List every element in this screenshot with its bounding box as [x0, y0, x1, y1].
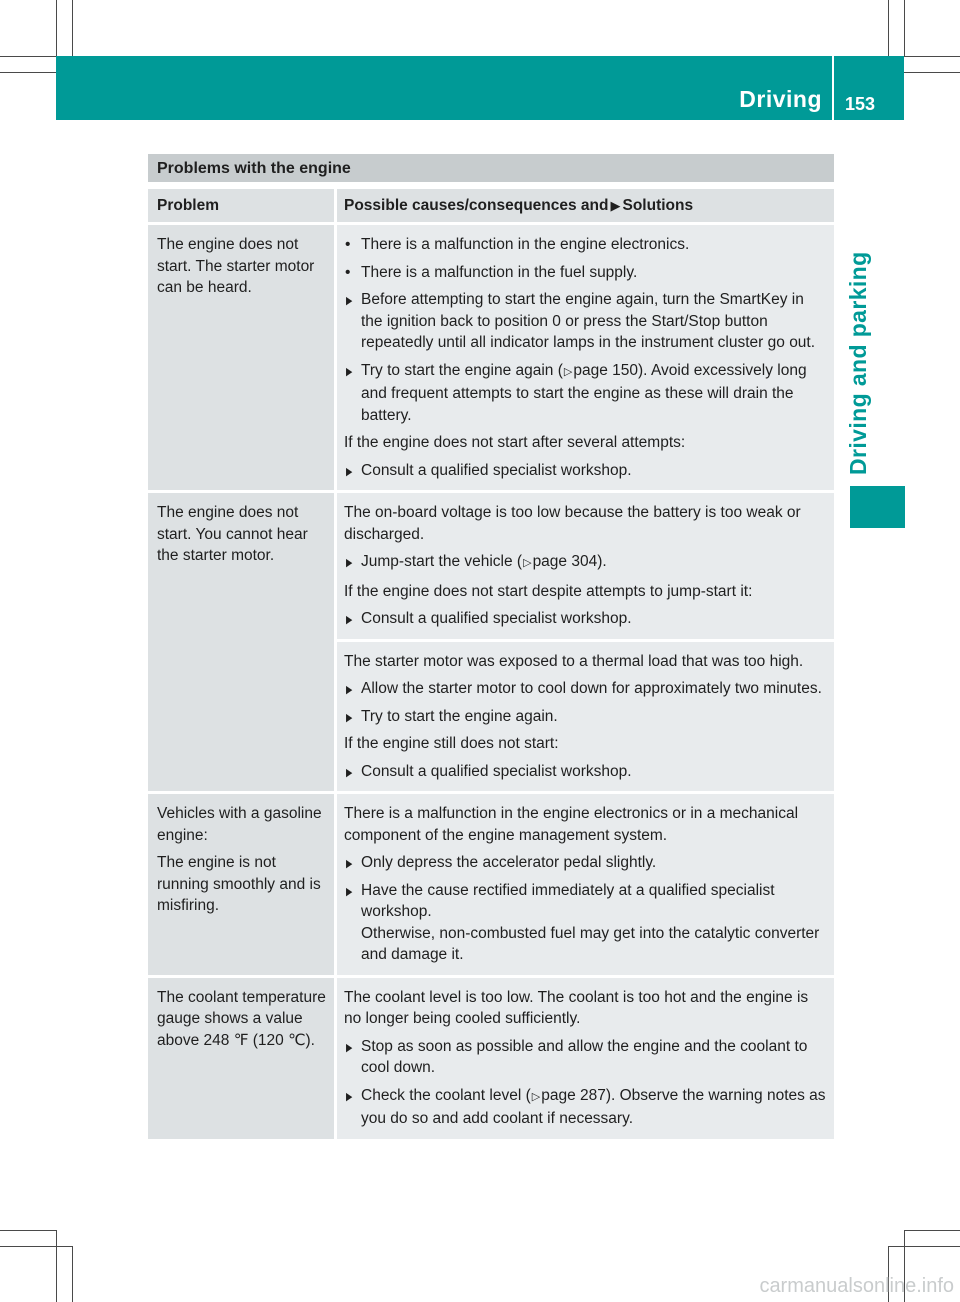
- cause-text: The coolant level is too low. The coolant is too hot and the engine is no longer being cooled sufficiently.: [344, 988, 809, 1027]
- crop-mark: [904, 0, 905, 56]
- page-number: 153: [845, 94, 876, 114]
- step-arrow-icon: ▶: [346, 465, 353, 478]
- step-text: Jump-start the vehicle (: [361, 553, 523, 570]
- step-arrow-icon: ▶: [346, 557, 353, 569]
- step-text: Have the cause rectified immediately at a qualified specialist workshop.: [361, 881, 775, 920]
- solution-block: [337, 493, 834, 639]
- page-reference-link[interactable]: page 287). Observe the warning notes as you do so and add coolant if necessary.: [361, 1086, 826, 1127]
- step-arrow-icon: ▶: [346, 614, 353, 626]
- solution-step: [344, 1085, 828, 1130]
- table-body: [148, 225, 834, 1139]
- crop-mark: [904, 72, 960, 73]
- step-note: Otherwise, non-combusted fuel may get into the catalytic converter and damage it.: [361, 924, 820, 963]
- solution-step: [344, 761, 828, 783]
- step-text: Consult a qualified specialist workshop.: [361, 762, 632, 780]
- crop-mark: [0, 1230, 56, 1231]
- solution-step: [344, 360, 828, 427]
- page-reference-icon: ▷: [563, 365, 573, 378]
- watermark: carmanualsonline.info: [759, 1275, 954, 1297]
- solution-step: [344, 880, 828, 966]
- solutions-cell: [337, 978, 834, 1139]
- crop-mark: [0, 56, 56, 57]
- table-row: [148, 493, 834, 791]
- crop-mark: [904, 56, 960, 57]
- table-row: [148, 794, 834, 975]
- crop-mark: [888, 1246, 960, 1247]
- problem-cell: [148, 794, 334, 975]
- table-row: [148, 225, 834, 490]
- solutions-cell: [337, 225, 834, 490]
- section-title: Driving: [739, 86, 822, 112]
- crop-mark: [888, 0, 889, 56]
- step-arrow-icon: ▶: [346, 766, 353, 779]
- crop-mark: [72, 0, 73, 56]
- column-header-problem: Problem: [148, 189, 334, 222]
- crop-mark: [0, 72, 56, 73]
- solution-step: [344, 852, 828, 874]
- step-arrow-icon: ▶: [346, 684, 353, 696]
- bullet-icon: •: [345, 263, 351, 281]
- solution-block: [337, 225, 834, 490]
- page-reference-link[interactable]: page 150). Avoid excessively long and frequent attempts to start the engine as these will drain the battery.: [361, 361, 807, 424]
- cause-item: [344, 262, 828, 284]
- step-text: Try to start the engine again.: [361, 707, 558, 725]
- page-reference-icon: ▷: [531, 1090, 541, 1103]
- column-header-solutions: [337, 189, 834, 222]
- problems-table: [148, 154, 834, 1142]
- chapter-tab-label: Driving and parking: [845, 251, 871, 475]
- solution-step: [344, 706, 828, 728]
- step-text: Try to start the engine again (: [361, 361, 563, 379]
- crop-mark: [72, 1246, 73, 1302]
- column-header-solutions-label-b: Solutions: [622, 197, 694, 214]
- problem-text: The engine is not running smoothly and is misfiring.: [157, 854, 321, 914]
- problem-text: The engine does not start. The starter motor can be heard.: [157, 236, 315, 296]
- problem-text: The coolant temperature gauge shows a value above 248 ℉ (120 ℃).: [157, 988, 326, 1049]
- page-reference-icon: ▷: [523, 557, 532, 569]
- step-text: Allow the starter motor to cool down for approximately two minutes.: [361, 680, 822, 697]
- solution-block: [337, 978, 834, 1139]
- crop-mark: [56, 0, 57, 56]
- problem-text: The engine does not start. You cannot hear the starter motor.: [157, 504, 308, 564]
- crop-mark: [56, 1230, 57, 1302]
- table-title: Problems with the engine: [148, 154, 834, 182]
- solution-step: [344, 551, 828, 575]
- cause-text: If the engine still does not start:: [344, 735, 559, 752]
- solution-step: [344, 460, 828, 482]
- column-header-solutions-text: [344, 195, 834, 217]
- step-text: There is a malfunction in the engine electronics.: [361, 236, 690, 253]
- step-text: Stop as soon as possible and allow the engine and the coolant to cool down.: [361, 1037, 808, 1076]
- solution-step: [344, 1036, 828, 1079]
- crop-mark: [0, 1246, 72, 1247]
- cause-text: The on-board voltage is too low because the battery is too weak or discharged.: [344, 504, 801, 543]
- table-header-row: [148, 189, 834, 222]
- step-text: Consult a qualified specialist workshop.: [361, 461, 632, 479]
- step-arrow-icon: ▶: [346, 295, 353, 307]
- cause-item: [344, 234, 828, 256]
- header-divider: [832, 56, 834, 120]
- bullet-icon: •: [345, 236, 351, 253]
- solutions-cell: [337, 493, 834, 791]
- cause-text: The starter motor was exposed to a thermal load that was too high.: [344, 652, 804, 670]
- step-arrow-icon: ▶: [346, 365, 353, 378]
- step-text: Check the coolant level (: [361, 1086, 531, 1104]
- crop-mark: [904, 1230, 960, 1231]
- problem-cell: [148, 493, 334, 791]
- cause-text: There is a malfunction in the engine electronics or in a mechanical component of the engine management system.: [344, 805, 799, 844]
- step-text: There is a malfunction in the fuel supply.: [361, 263, 638, 281]
- step-arrow-icon: ▶: [346, 1041, 353, 1054]
- cause-text: If the engine does not start despite attempts to jump-start it:: [344, 582, 753, 600]
- solutions-cell: [337, 794, 834, 975]
- step-arrow-icon: ▶: [346, 885, 353, 898]
- solution-block: [337, 794, 834, 975]
- solution-step: [344, 289, 828, 354]
- problem-cell: [148, 225, 334, 490]
- step-text: Consult a qualified specialist workshop.: [361, 610, 632, 627]
- step-text: Before attempting to start the engine again, turn the SmartKey in the ignition back to position 0 or press the Start/Stop button repeatedly until all indicator lamps in the instrument cluster go out.: [361, 291, 816, 351]
- step-arrow-icon: ▶: [346, 858, 353, 870]
- column-header-solutions-label: Possible causes/consequences and: [344, 197, 609, 214]
- step-arrow-icon: ▶: [346, 1090, 353, 1103]
- cause-text: If the engine does not start after several attempts:: [344, 434, 686, 451]
- page-reference-link[interactable]: page 304).: [532, 553, 607, 570]
- table-row: [148, 978, 834, 1139]
- step-arrow-icon: ▶: [346, 711, 353, 724]
- problem-text: Vehicles with a gasoline engine:: [157, 805, 322, 844]
- step-text: Only depress the accelerator pedal slightly.: [361, 854, 657, 871]
- chapter-tab-marker: [850, 486, 905, 528]
- solution-arrow-icon: ▶: [610, 198, 621, 213]
- solution-block: [337, 642, 834, 792]
- problem-cell: [148, 978, 334, 1139]
- solution-step: [344, 608, 828, 630]
- solution-step: [344, 678, 828, 700]
